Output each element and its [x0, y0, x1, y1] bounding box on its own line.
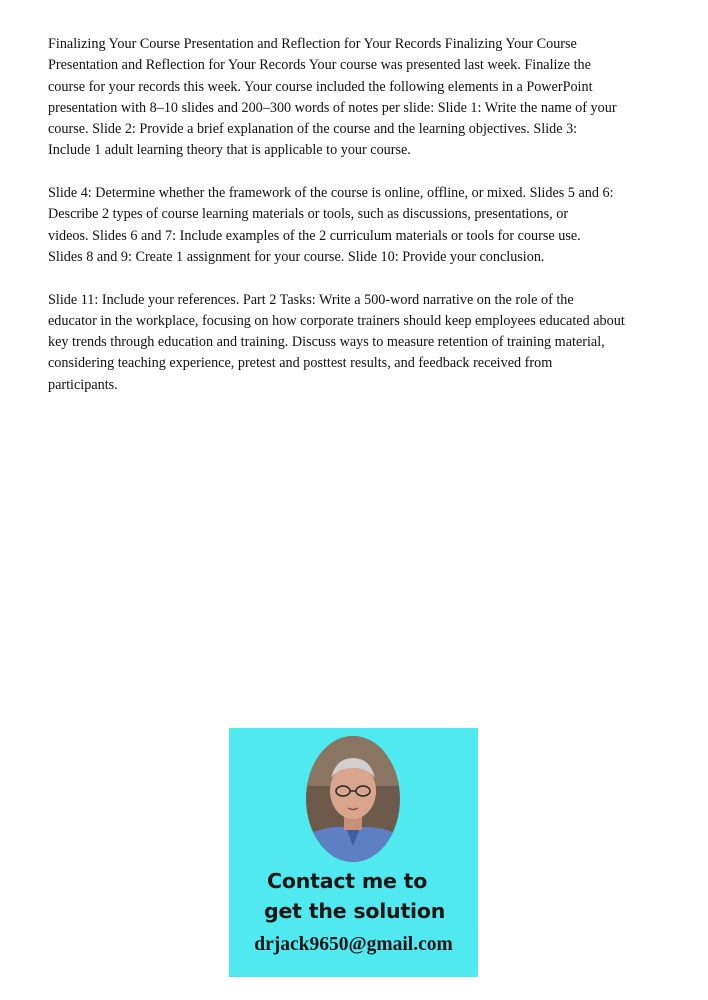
text-line: course. Slide 2: Provide a brief explanation of the course and the learning objectives. Slide 3:	[48, 121, 578, 138]
text-line: educator in the workplace, focusing on how corporate trainers should keep employees educated about	[48, 312, 625, 329]
text-line: Include 1 adult learning theory that is applicable to your course.	[48, 142, 411, 159]
contact-email[interactable]: drjack9650@gmail.com	[254, 934, 453, 955]
paragraph-3	[48, 290, 638, 396]
man-with-glasses-portrait-icon	[306, 736, 400, 862]
text-line: Slides 8 and 9: Create 1 assignment for your course. Slide 10: Provide your conclusion.	[48, 248, 545, 265]
text-line: participants.	[48, 376, 118, 393]
text-line: Finalizing Your Course Presentation and Reflection for Your Records Finalizing Your Course	[48, 36, 577, 52]
text-line: Slide 11: Include your references. Part 2 Tasks: Write a 500-word narrative on the role of the	[48, 291, 574, 308]
contact-message-line-1: Contact me to	[267, 869, 428, 893]
paragraph-1	[48, 34, 638, 162]
paragraph-2	[48, 183, 638, 268]
text-line: course for your records this week. Your course included the following elements in a PowerPoint	[48, 78, 593, 95]
text-line: videos. Slides 6 and 7: Include examples of the 2 curriculum materials or tools for course use.	[48, 227, 581, 244]
document-body	[48, 34, 638, 417]
portrait-image	[306, 736, 400, 862]
text-line: Slide 4: Determine whether the framework of the course is online, offline, or mixed. Slides 5 and 6:	[48, 185, 614, 202]
contact-message	[229, 866, 478, 926]
text-line: Describe 2 types of course learning materials or tools, such as discussions, presentations, or	[48, 206, 569, 223]
text-line: presentation with 8–10 slides and 200–300 words of notes per slide: Slide 1: Write the name of your	[48, 99, 617, 116]
text-line: key trends through education and training. Discuss ways to measure retention of training material,	[48, 334, 605, 351]
text-line: Presentation and Reflection for Your Records Your course was presented last week. Finalize the	[48, 57, 591, 74]
contact-message-line-2: get the solution	[264, 899, 446, 923]
text-line: considering teaching experience, pretest and posttest results, and feedback received from	[48, 355, 553, 372]
contact-advert[interactable]	[229, 728, 478, 977]
